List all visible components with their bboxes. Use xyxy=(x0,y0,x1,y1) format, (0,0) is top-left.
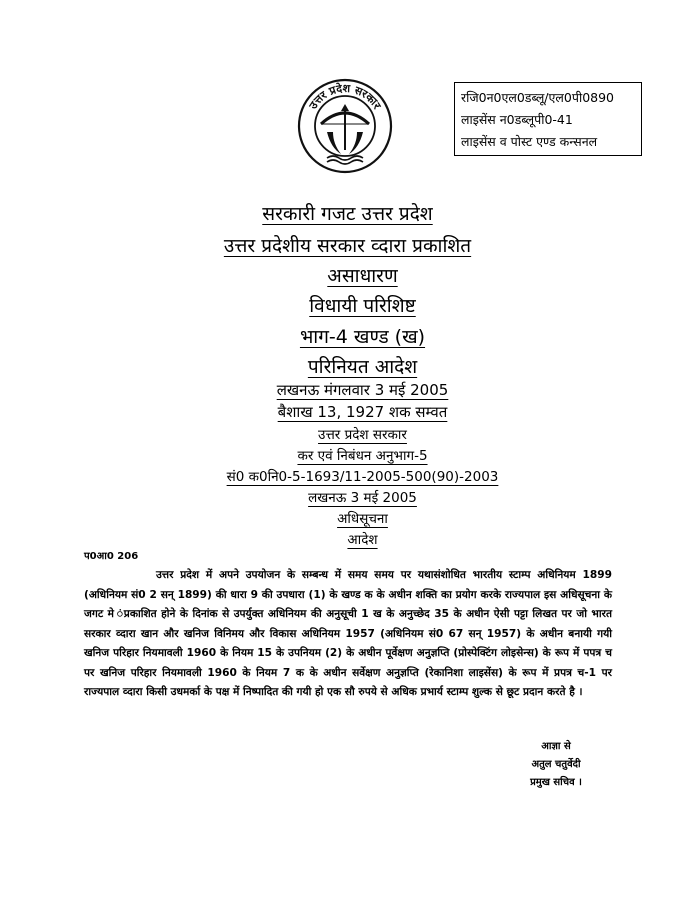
notice-number: सं0 क0नि0-5-1693/11-2005-500(90)-2003 xyxy=(226,469,499,485)
signatory-name: अतुल चतुर्वेदी xyxy=(531,759,581,770)
reference-number: प0आ0 206 xyxy=(84,551,139,562)
publisher-line: उत्तर प्रदेशीय सरकार व्दारा प्रकाशित xyxy=(223,235,472,257)
issue-date: लखनऊ मंगलवार 3 मई 2005 xyxy=(276,381,449,399)
emblem-legend: उत्तर प्रदेश सरकार xyxy=(306,81,384,112)
registration-box xyxy=(454,82,642,156)
gazette-title: सरकारी गजट उत्तर प्रदेश xyxy=(262,203,433,225)
part-label: भाग-4 खण्ड (ख) xyxy=(299,326,426,348)
order-title: आदेश xyxy=(347,532,378,548)
by-order-label: आज्ञा से xyxy=(541,741,571,752)
emblem-seal-icon xyxy=(297,78,393,174)
license-number: लाइसेंस न0डब्लूपी0-41 xyxy=(461,112,573,127)
order-paragraph: उत्तर प्रदेश में अपने उपयोजन के सम्बन्ध में समय समय पर यथासंशोधित भारतीय स्टाम्प अधिनियम 1899 (अधिनियम सं0 2 सन् 1899) की धारा 9 की उपधारा (1) के खण्ड क के अधीन शक्ति का प्रयोग करके राज्यपाल इस अधिसूचना के जगट मे ंप्रकाशित होने के दिनांक से उपर्युक्त अधिनियम की अनुसूची 1 ख के अनुच्छेद 35 के अधीन ऐसी पट्टा लिखत पर जो भारत सरकार व्दारा खान और खनिज विनिमय और विकास अधिनियम 1957 (अधिनियम सं0 67 सन् 1957) के अधीन बनायी गयी खनिज परिहार नियमावली 1960 के नियम 15 के उपनियम (2) के अधीन पूर्वेक्षण अनुज्ञप्ति (प्रोस्पेक्टिंग लोइसेन्स) के रूप में पपत्र च पर खनिज परिहार नियमावली 1960 के नियम 7 क के अधीन सर्वेक्षण अनुज्ञप्ति (रेकानिशा लाइसेंस) के रूप में प्रपत्र च-1 पर राज्यपाल व्दारा किसी उधमर्का के पक्ष में निष्पादित की गयी हो एक सौ रुपये से अधिक प्रभार्य स्टाम्प शुल्क से छूट प्रदान करते है । xyxy=(84,569,612,698)
supplement-label: विधायी परिशिष्ट xyxy=(309,295,416,317)
registration-number: रजि0न0एल0डब्लू/एल0पी0890 xyxy=(461,90,615,105)
license-postal: लाइसेंस व पोस्ट एण्ड कन्सनल xyxy=(461,134,598,149)
government-name: उत्तर प्रदेश सरकार xyxy=(318,427,407,443)
department-name: कर एवं निबंधन अनुभाग-5 xyxy=(297,448,428,464)
notice-date: लखनऊ 3 मई 2005 xyxy=(308,490,417,506)
extraordinary-label: असाधारण xyxy=(327,265,398,287)
order-type: परिनियत आदेश xyxy=(307,356,418,378)
state-emblem xyxy=(297,78,393,174)
signatory-designation: प्रमुख सचिव । xyxy=(530,777,582,788)
saka-date: बैशाख 13, 1927 शक सम्वत xyxy=(277,403,448,421)
notification-title: अधिसूचना xyxy=(337,511,388,527)
